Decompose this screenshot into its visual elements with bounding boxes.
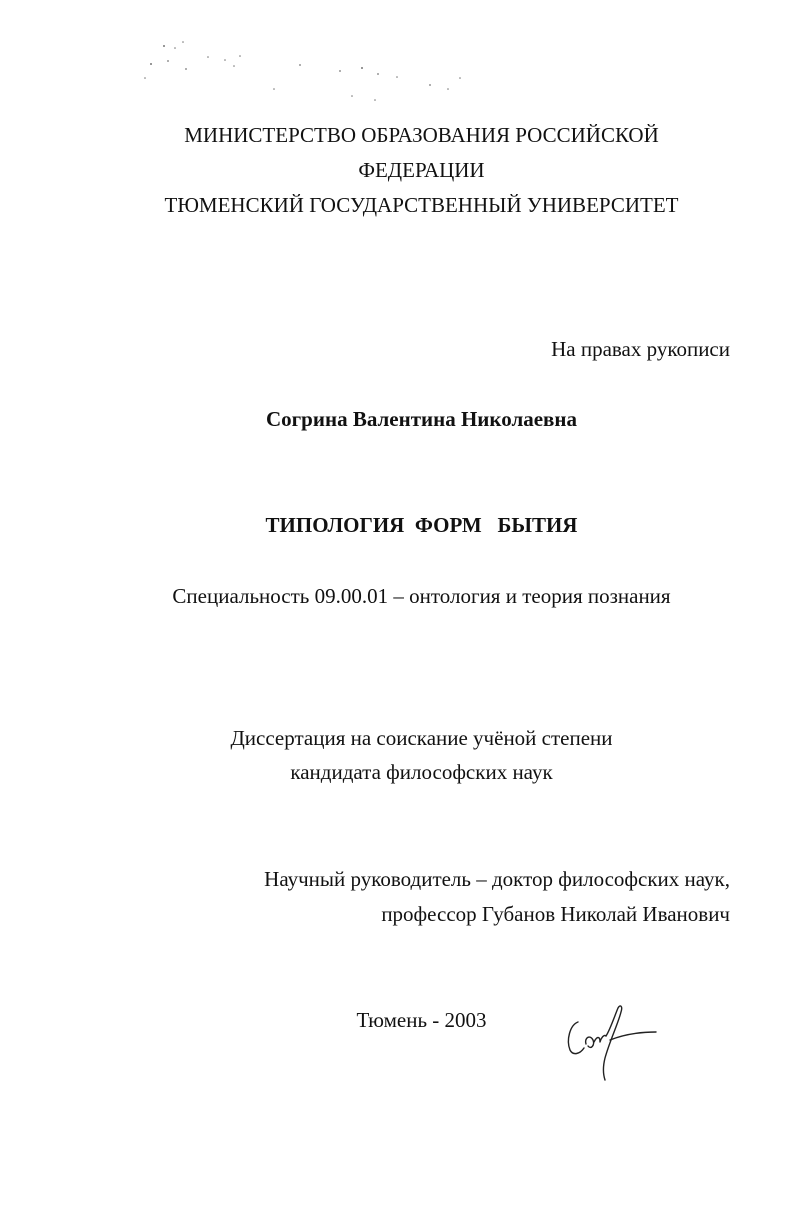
dissertation-title: ТИПОЛОГИЯ ФОРМ БЫТИЯ (265, 513, 578, 537)
supervisor-line-2: профессор Губанов Николай Иванович (381, 902, 730, 926)
author-name: Согрина Валентина Николаевна (265, 407, 577, 431)
degree-line-1: Диссертация на соискание учёной степени (230, 726, 613, 750)
university-name: ТЮМЕНСКИЙ ГОСУДАРСТВЕННЫЙ УНИВЕРСИТЕТ (164, 193, 679, 217)
scan-specks (130, 38, 470, 108)
degree-line-2: кандидата философских наук (290, 760, 553, 784)
ministry-line-1: МИНИСТЕРСТВО ОБРАЗОВАНИЯ РОССИЙСКОЙ (184, 123, 659, 147)
handwritten-signature (560, 1000, 670, 1090)
specialty-line: Специальность 09.00.01 – онтология и теория познания (172, 584, 671, 608)
supervisor-line-1: Научный руководитель – доктор философских наук, (264, 867, 730, 891)
manuscript-note: На правах рукописи (551, 337, 730, 361)
ministry-line-2: ФЕДЕРАЦИИ (358, 158, 485, 182)
place-year: Тюмень - 2003 (356, 1008, 487, 1032)
